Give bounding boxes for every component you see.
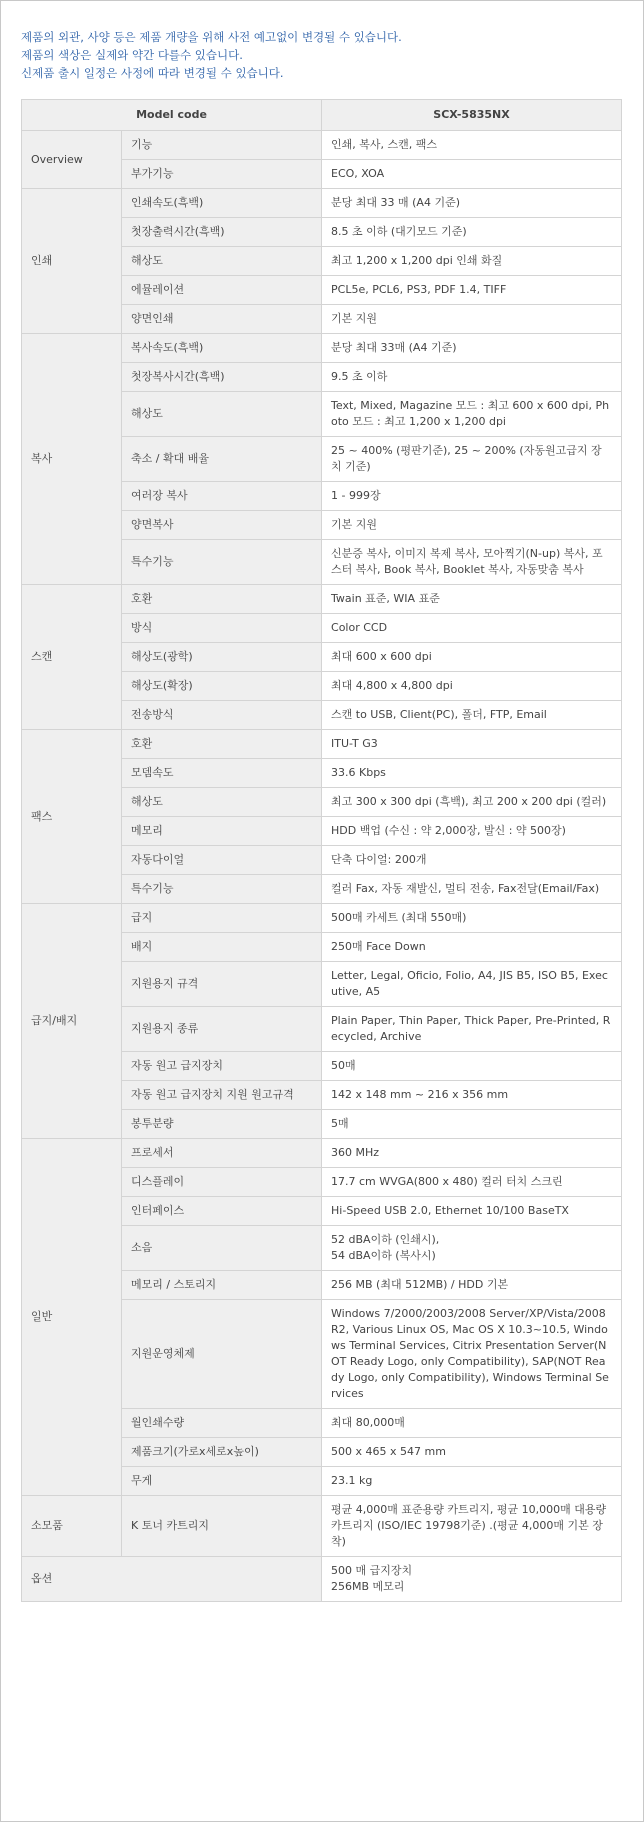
spec-value-cell: Windows 7/2000/2003/2008 Server/XP/Vista/2008R2, Various Linux OS, Mac OS X 10.3~10.5, Windows Terminal Services, Citrix Presentation Server(NOT Ready Logo, only Compatibility), SAP(NOT Ready Logo, only Compatibility), Windows Terminal Services <box>322 1300 622 1409</box>
spec-label-cell: 호환 <box>122 585 322 614</box>
spec-value-cell: 최대 80,000매 <box>322 1409 622 1438</box>
spec-value-cell: 50매 <box>322 1052 622 1081</box>
spec-value-cell: 인쇄, 복사, 스캔, 팩스 <box>322 131 622 160</box>
spec-label-cell: 제품크기(가로x세로x높이) <box>122 1438 322 1467</box>
spec-label-cell: 특수기능 <box>122 540 322 585</box>
spec-label-cell: 양면복사 <box>122 511 322 540</box>
spec-label-cell: 급지 <box>122 904 322 933</box>
table-row <box>22 334 622 363</box>
spec-value-cell: Color CCD <box>322 614 622 643</box>
table-row <box>22 904 622 933</box>
spec-label-cell: 해상도 <box>122 392 322 437</box>
spec-value-cell: 256 MB (최대 512MB) / HDD 기본 <box>322 1271 622 1300</box>
spec-label-cell: 양면인쇄 <box>122 305 322 334</box>
spec-label-cell: 소음 <box>122 1226 322 1271</box>
spec-label-cell: 인터페이스 <box>122 1197 322 1226</box>
spec-label-cell: 자동 원고 급지장치 지원 원고규격 <box>122 1081 322 1110</box>
spec-value-cell: 52 dBA이하 (인쇄시), 54 dBA이하 (복사시) <box>322 1226 622 1271</box>
spec-value-cell: 기본 지원 <box>322 511 622 540</box>
notice-item: 신제품 출시 일정은 사정에 따라 변경될 수 있습니다. <box>21 66 284 80</box>
spec-value-cell: 분당 최대 33매 (A4 기준) <box>322 334 622 363</box>
spec-value-cell: 360 MHz <box>322 1139 622 1168</box>
spec-label-cell: 해상도 <box>122 788 322 817</box>
spec-label-cell: 메모리 <box>122 817 322 846</box>
spec-label-cell: 복사속도(흑백) <box>122 334 322 363</box>
spec-value-cell: 23.1 kg <box>322 1467 622 1496</box>
spec-value-cell: 기본 지원 <box>322 305 622 334</box>
options-category-cell: 옵션 <box>22 1557 322 1602</box>
spec-value-cell: Text, Mixed, Magazine 모드 : 최고 600 x 600 dpi, Photo 모드 : 최고 1,200 x 1,200 dpi <box>322 392 622 437</box>
category-cell: 팩스 <box>22 730 122 904</box>
category-cell: 스캔 <box>22 585 122 730</box>
spec-value-cell: Letter, Legal, Oficio, Folio, A4, JIS B5, ISO B5, Executive, A5 <box>322 962 622 1007</box>
spec-value-cell: 5매 <box>322 1110 622 1139</box>
spec-label-cell: 지원용지 종류 <box>122 1007 322 1052</box>
spec-value-cell: Hi-Speed USB 2.0, Ethernet 10/100 BaseTX <box>322 1197 622 1226</box>
spec-value-cell: PCL5e, PCL6, PS3, PDF 1.4, TIFF <box>322 276 622 305</box>
spec-value-cell: 신분증 복사, 이미지 복제 복사, 모아찍기(N-up) 복사, 포스터 복사, Book 복사, Booklet 복사, 자동맞춤 복사 <box>322 540 622 585</box>
spec-label-cell: 자동다이얼 <box>122 846 322 875</box>
spec-value-cell: 1 - 999장 <box>322 482 622 511</box>
spec-label-cell: 지원운영체제 <box>122 1300 322 1409</box>
spec-label-cell: 해상도(확장) <box>122 672 322 701</box>
spec-value-cell: 최고 1,200 x 1,200 dpi 인쇄 화질 <box>322 247 622 276</box>
table-row <box>22 189 622 218</box>
spec-label-cell: 해상도 <box>122 247 322 276</box>
spec-label-cell: 지원용지 규격 <box>122 962 322 1007</box>
category-cell: 복사 <box>22 334 122 585</box>
spec-value-cell: 142 x 148 mm ~ 216 x 356 mm <box>322 1081 622 1110</box>
category-cell: 급지/배지 <box>22 904 122 1139</box>
spec-value-cell: 단축 다이얼: 200개 <box>322 846 622 875</box>
spec-label-cell: 월인쇄수량 <box>122 1409 322 1438</box>
table-row <box>22 131 622 160</box>
spec-value-cell: 25 ~ 400% (평판기준), 25 ~ 200% (자동원고급지 장치 기준) <box>322 437 622 482</box>
spec-label-cell: 봉투분량 <box>122 1110 322 1139</box>
spec-label-cell: 축소 / 확대 배율 <box>122 437 322 482</box>
model-code-header: Model code <box>22 100 322 131</box>
spec-value-cell: ITU-T G3 <box>322 730 622 759</box>
spec-label-cell: 모뎀속도 <box>122 759 322 788</box>
spec-value-cell: 500매 카세트 (최대 550매) <box>322 904 622 933</box>
spec-label-cell: K 토너 카트리지 <box>122 1496 322 1557</box>
spec-value-cell: 분당 최대 33 매 (A4 기준) <box>322 189 622 218</box>
spec-value-cell: Plain Paper, Thin Paper, Thick Paper, Pre-Printed, Recycled, Archive <box>322 1007 622 1052</box>
spec-label-cell: 배지 <box>122 933 322 962</box>
category-cell: Overview <box>22 131 122 189</box>
options-row <box>22 1557 622 1602</box>
category-cell: 소모품 <box>22 1496 122 1557</box>
spec-value-cell: 8.5 초 이하 (대기모드 기준) <box>322 218 622 247</box>
spec-value-cell: 9.5 초 이하 <box>322 363 622 392</box>
table-row <box>22 585 622 614</box>
spec-value-cell: ECO, XOA <box>322 160 622 189</box>
spec-value-cell: 스캔 to USB, Client(PC), 폴더, FTP, Email <box>322 701 622 730</box>
spec-value-cell: 17.7 cm WVGA(800 x 480) 컬러 터치 스크린 <box>322 1168 622 1197</box>
table-row <box>22 1139 622 1168</box>
table-row <box>22 1496 622 1557</box>
notice-item: 제품의 외관, 사양 등은 제품 개량을 위해 사전 예고없이 변경될 수 있습니다. <box>21 30 402 44</box>
options-value-cell: 500 매 급지장치 256MB 메모리 <box>322 1557 622 1602</box>
notice-item: 제품의 색상은 실제와 약간 다를수 있습니다. <box>21 48 243 62</box>
spec-label-cell: 자동 원고 급지장치 <box>122 1052 322 1081</box>
category-cell: 일반 <box>22 1139 122 1496</box>
spec-label-cell: 여러장 복사 <box>122 482 322 511</box>
spec-label-cell: 전송방식 <box>122 701 322 730</box>
spec-value-cell: 500 x 465 x 547 mm <box>322 1438 622 1467</box>
spec-label-cell: 프로세서 <box>122 1139 322 1168</box>
spec-value-cell: HDD 백업 (수신 : 약 2,000장, 발신 : 약 500장) <box>322 817 622 846</box>
spec-label-cell: 호환 <box>122 730 322 759</box>
spec-label-cell: 해상도(광학) <box>122 643 322 672</box>
spec-label-cell: 방식 <box>122 614 322 643</box>
table-row <box>22 730 622 759</box>
category-cell: 인쇄 <box>22 189 122 334</box>
model-name-header: SCX-5835NX <box>322 100 622 131</box>
spec-label-cell: 에뮬레이션 <box>122 276 322 305</box>
spec-label-cell: 특수기능 <box>122 875 322 904</box>
spec-value-cell: Twain 표준, WIA 표준 <box>322 585 622 614</box>
spec-label-cell: 부가기능 <box>122 160 322 189</box>
spec-value-cell: 컬러 Fax, 자동 재발신, 멀티 전송, Fax전달(Email/Fax) <box>322 875 622 904</box>
spec-value-cell: 최고 300 x 300 dpi (흑백), 최고 200 x 200 dpi (컬러) <box>322 788 622 817</box>
spec-table <box>21 99 622 1602</box>
table-header-row <box>22 100 622 131</box>
spec-value-cell: 최대 600 x 600 dpi <box>322 643 622 672</box>
spec-label-cell: 기능 <box>122 131 322 160</box>
spec-label-cell: 메모리 / 스토리지 <box>122 1271 322 1300</box>
spec-table-body <box>22 131 622 1602</box>
spec-value-cell: 최대 4,800 x 4,800 dpi <box>322 672 622 701</box>
spec-value-cell: 250매 Face Down <box>322 933 622 962</box>
notice-list <box>21 28 402 82</box>
spec-label-cell: 무게 <box>122 1467 322 1496</box>
spec-label-cell: 첫장출력시간(흑백) <box>122 218 322 247</box>
spec-label-cell: 인쇄속도(흑백) <box>122 189 322 218</box>
spec-value-cell: 33.6 Kbps <box>322 759 622 788</box>
spec-label-cell: 첫장복사시간(흑백) <box>122 363 322 392</box>
spec-label-cell: 디스플레이 <box>122 1168 322 1197</box>
spec-value-cell: 평균 4,000매 표준용량 카트리지, 평균 10,000매 대용량 카트리지 (ISO/IEC 19798기준) .(평균 4,000매 기본 장착) <box>322 1496 622 1557</box>
